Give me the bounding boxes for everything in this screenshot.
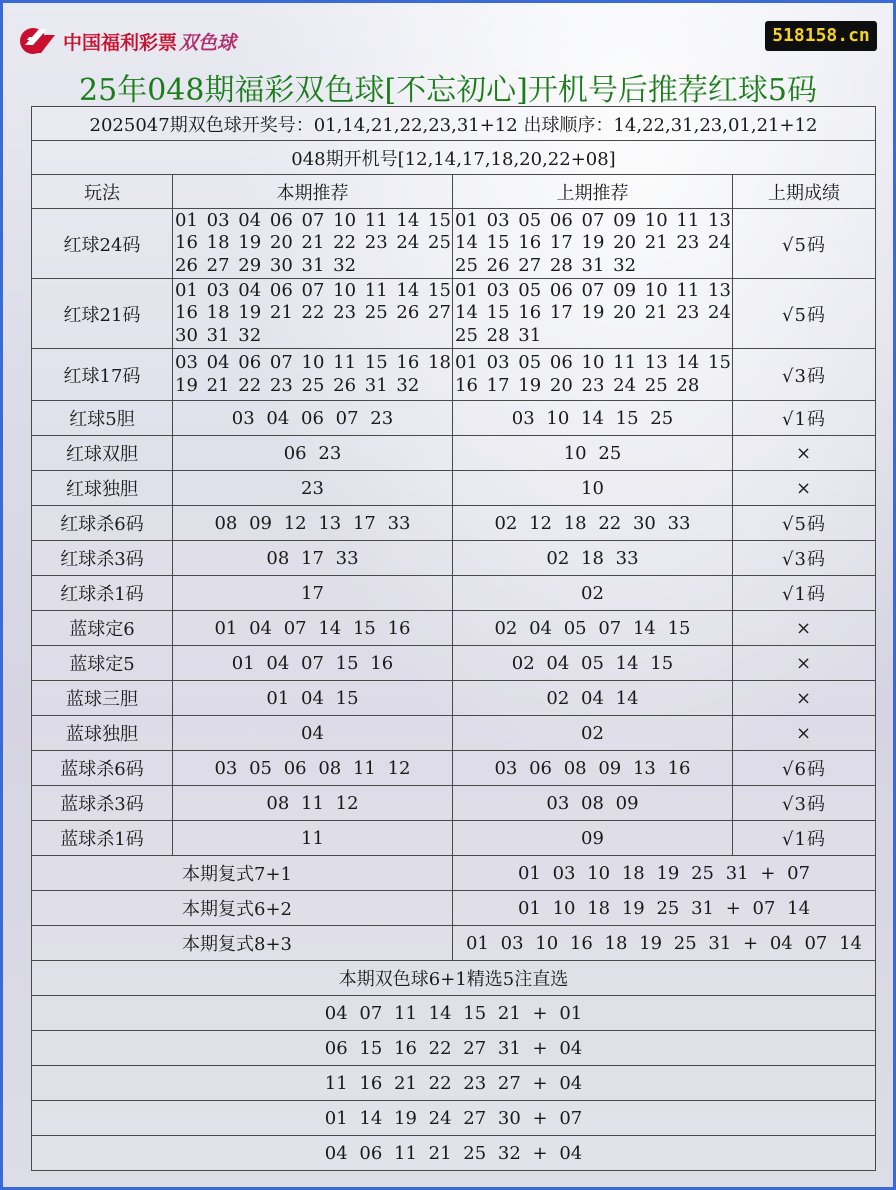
table-row bbox=[32, 821, 876, 856]
table-row bbox=[32, 209, 876, 279]
table-row bbox=[32, 506, 876, 541]
previous-recommendation: 03 10 14 15 25 bbox=[453, 401, 733, 436]
pick-numbers: 01 14 19 24 27 30 + 07 bbox=[32, 1101, 876, 1136]
previous-recommendation: 02 bbox=[453, 576, 733, 611]
previous-recommendation: 09 bbox=[453, 821, 733, 856]
current-recommendation: 23 bbox=[173, 471, 453, 506]
current-recommendation: 06 23 bbox=[173, 436, 453, 471]
pick-numbers: 06 15 16 22 27 31 + 04 bbox=[32, 1031, 876, 1066]
current-recommendation: 03 04 06 07 23 bbox=[173, 401, 453, 436]
table-row bbox=[32, 611, 876, 646]
table-row bbox=[32, 716, 876, 751]
previous-result: √1码 bbox=[733, 576, 876, 611]
row-label: 蓝球杀3码 bbox=[32, 786, 173, 821]
previous-result: √5码 bbox=[733, 209, 876, 279]
row-label: 蓝球三胆 bbox=[32, 681, 173, 716]
previous-result: √1码 bbox=[733, 401, 876, 436]
current-recommendation: 08 09 12 13 17 33 bbox=[173, 506, 453, 541]
pick-row bbox=[32, 1136, 876, 1171]
previous-result: √5码 bbox=[733, 506, 876, 541]
table-row bbox=[32, 646, 876, 681]
table-row bbox=[32, 279, 876, 349]
row-label: 红球杀1码 bbox=[32, 576, 173, 611]
current-recommendation: 01 04 15 bbox=[173, 681, 453, 716]
pick-row bbox=[32, 996, 876, 1031]
col-header-result: 上期成绩 bbox=[733, 175, 876, 209]
previous-recommendation: 02 04 05 07 14 15 bbox=[453, 611, 733, 646]
previous-recommendation: 01 03 05 06 10 11 13 14 15 16 17 19 20 23 24 25 28 bbox=[453, 349, 733, 401]
row-label: 红球双胆 bbox=[32, 436, 173, 471]
picks-title-row bbox=[32, 961, 876, 996]
previous-result: × bbox=[733, 611, 876, 646]
current-recommendation: 17 bbox=[173, 576, 453, 611]
previous-recommendation: 02 04 14 bbox=[453, 681, 733, 716]
fushi-label: 本期复式7+1 bbox=[32, 856, 453, 891]
page-title: 25年048期福彩双色球[不忘初心]开机号后推荐红球5码 bbox=[79, 73, 817, 108]
pick-numbers: 11 16 21 22 23 27 + 04 bbox=[32, 1066, 876, 1101]
header bbox=[3, 3, 893, 108]
row-label: 红球21码 bbox=[32, 279, 173, 349]
row-label: 红球杀3码 bbox=[32, 541, 173, 576]
row-label: 蓝球定6 bbox=[32, 611, 173, 646]
current-recommendation: 01 04 07 14 15 16 bbox=[173, 611, 453, 646]
table-row bbox=[32, 436, 876, 471]
col-header-previous: 上期推荐 bbox=[453, 175, 733, 209]
row-label: 蓝球定5 bbox=[32, 646, 173, 681]
current-recommendation: 08 17 33 bbox=[173, 541, 453, 576]
previous-result: √3码 bbox=[733, 541, 876, 576]
fushi-numbers: 01 03 10 18 19 25 31 + 07 bbox=[453, 856, 876, 891]
row-label: 红球17码 bbox=[32, 349, 173, 401]
column-header-row bbox=[32, 175, 876, 209]
previous-result: × bbox=[733, 646, 876, 681]
previous-result: √1码 bbox=[733, 821, 876, 856]
previous-result: √3码 bbox=[733, 786, 876, 821]
pick-numbers: 04 06 11 21 25 32 + 04 bbox=[32, 1136, 876, 1171]
fushi-label: 本期复式8+3 bbox=[32, 926, 453, 961]
previous-recommendation: 02 12 18 22 30 33 bbox=[453, 506, 733, 541]
fushi-row bbox=[32, 926, 876, 961]
previous-result: √3码 bbox=[733, 349, 876, 401]
table-row bbox=[32, 541, 876, 576]
row-label: 蓝球独胆 bbox=[32, 716, 173, 751]
previous-recommendation: 02 bbox=[453, 716, 733, 751]
forecast-table bbox=[31, 106, 876, 1171]
previous-recommendation: 01 03 05 06 07 09 10 11 13 14 15 16 17 19 20 21 23 24 25 28 31 bbox=[453, 279, 733, 349]
table-row bbox=[32, 471, 876, 506]
current-recommendation: 08 11 12 bbox=[173, 786, 453, 821]
current-recommendation: 01 03 04 06 07 10 11 14 15 16 18 19 21 22 23 25 26 27 30 31 32 bbox=[173, 279, 453, 349]
site-badge[interactable]: 518158.cn bbox=[765, 21, 877, 51]
current-recommendation: 01 04 07 15 16 bbox=[173, 646, 453, 681]
row-label: 蓝球杀1码 bbox=[32, 821, 173, 856]
row-label: 红球24码 bbox=[32, 209, 173, 279]
draw-info-row bbox=[32, 107, 876, 141]
machine-number-row bbox=[32, 141, 876, 175]
previous-result: × bbox=[733, 436, 876, 471]
table-row bbox=[32, 786, 876, 821]
pick-row bbox=[32, 1031, 876, 1066]
table-row bbox=[32, 349, 876, 401]
col-header-play: 玩法 bbox=[32, 175, 173, 209]
previous-recommendation: 10 bbox=[453, 471, 733, 506]
previous-result: √5码 bbox=[733, 279, 876, 349]
previous-result: √6码 bbox=[733, 751, 876, 786]
fushi-row bbox=[32, 856, 876, 891]
table-row bbox=[32, 681, 876, 716]
current-recommendation: 03 04 06 07 10 11 15 16 18 19 21 22 23 25 26 31 32 bbox=[173, 349, 453, 401]
pick-row bbox=[32, 1066, 876, 1101]
row-label: 蓝球杀6码 bbox=[32, 751, 173, 786]
logo-text: 中国福利彩票 双色球 bbox=[63, 31, 237, 54]
fushi-numbers: 01 10 18 19 25 31 + 07 14 bbox=[453, 891, 876, 926]
pick-numbers: 04 07 11 14 15 21 + 01 bbox=[32, 996, 876, 1031]
previous-recommendation: 01 03 05 06 07 09 10 11 13 14 15 16 17 19 20 21 23 24 25 26 27 28 31 32 bbox=[453, 209, 733, 279]
machine-number: 048期开机号[12,14,17,18,20,22+08] bbox=[32, 141, 876, 175]
previous-result: × bbox=[733, 681, 876, 716]
welfare-lottery-logo-icon bbox=[19, 23, 59, 59]
table-row bbox=[32, 751, 876, 786]
col-header-current: 本期推荐 bbox=[173, 175, 453, 209]
current-recommendation: 04 bbox=[173, 716, 453, 751]
current-recommendation: 01 03 04 06 07 10 11 14 15 16 18 19 20 21 22 23 24 25 26 27 29 30 31 32 bbox=[173, 209, 453, 279]
table-row bbox=[32, 401, 876, 436]
previous-recommendation: 03 06 08 09 13 16 bbox=[453, 751, 733, 786]
fushi-numbers: 01 03 10 16 18 19 25 31 + 04 07 14 bbox=[453, 926, 876, 961]
current-recommendation: 03 05 06 08 11 12 bbox=[173, 751, 453, 786]
previous-recommendation: 10 25 bbox=[453, 436, 733, 471]
row-label: 红球独胆 bbox=[32, 471, 173, 506]
previous-recommendation: 02 04 05 14 15 bbox=[453, 646, 733, 681]
table-row bbox=[32, 576, 876, 611]
fushi-row bbox=[32, 891, 876, 926]
pick-row bbox=[32, 1101, 876, 1136]
row-label: 红球5胆 bbox=[32, 401, 173, 436]
logo bbox=[19, 23, 236, 59]
fushi-label: 本期复式6+2 bbox=[32, 891, 453, 926]
row-label: 红球杀6码 bbox=[32, 506, 173, 541]
previous-result: × bbox=[733, 471, 876, 506]
previous-result: × bbox=[733, 716, 876, 751]
picks-title: 本期双色球6+1精选5注直选 bbox=[32, 961, 876, 996]
previous-recommendation: 02 18 33 bbox=[453, 541, 733, 576]
previous-recommendation: 03 08 09 bbox=[453, 786, 733, 821]
draw-info: 2025047期双色球开奖号：01,14,21,22,23,31+12 出球顺序：14,22,31,23,01,21+12 bbox=[32, 107, 876, 141]
current-recommendation: 11 bbox=[173, 821, 453, 856]
